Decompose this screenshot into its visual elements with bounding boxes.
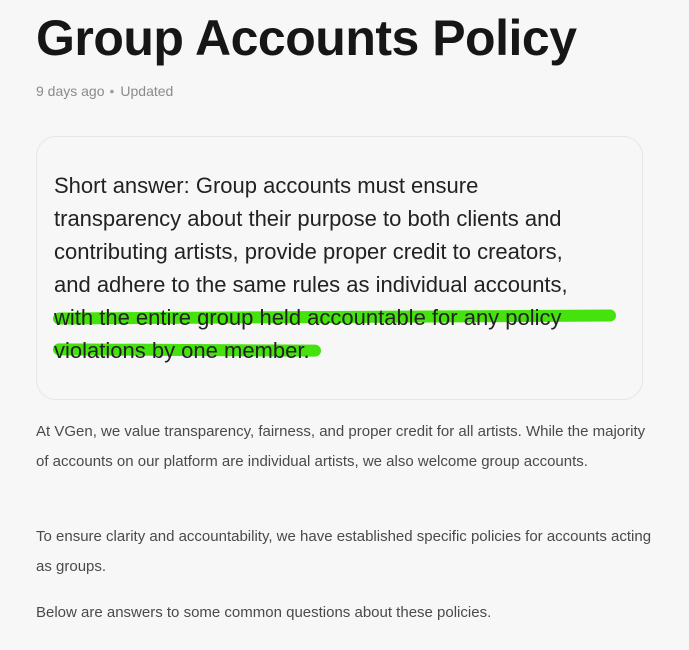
faq-intro-paragraph: Below are answers to some common questions about these policies.: [36, 604, 492, 621]
article-age: 9 days ago: [36, 83, 105, 99]
short-answer-text: [54, 169, 634, 367]
article-meta: [36, 82, 173, 100]
summary-line: violations by one member.: [54, 338, 310, 363]
summary-line: with the entire group held accountable for any policy: [54, 305, 562, 330]
summary-line: contributing artists, provide proper credit to creators,: [54, 239, 563, 264]
summary-line: Short answer: Group accounts must ensure: [54, 173, 479, 198]
article-status: Updated: [120, 83, 174, 99]
summary-line: transparency about their purpose to both clients and: [54, 206, 562, 231]
page-title: Group Accounts Policy: [36, 10, 577, 66]
summary-line: and adhere to the same rules as individual accounts,: [54, 272, 568, 297]
separator-dot: •: [109, 83, 115, 99]
short-answer-card: [36, 136, 643, 400]
policy-paragraph: To ensure clarity and accountability, we have established specific policies for accounts acting as groups.: [36, 528, 652, 575]
intro-paragraph: At VGen, we value transparency, fairness, and proper credit for all artists. While the majority of accounts on our platform are individual artists, we also welcome group accounts.: [36, 423, 646, 470]
